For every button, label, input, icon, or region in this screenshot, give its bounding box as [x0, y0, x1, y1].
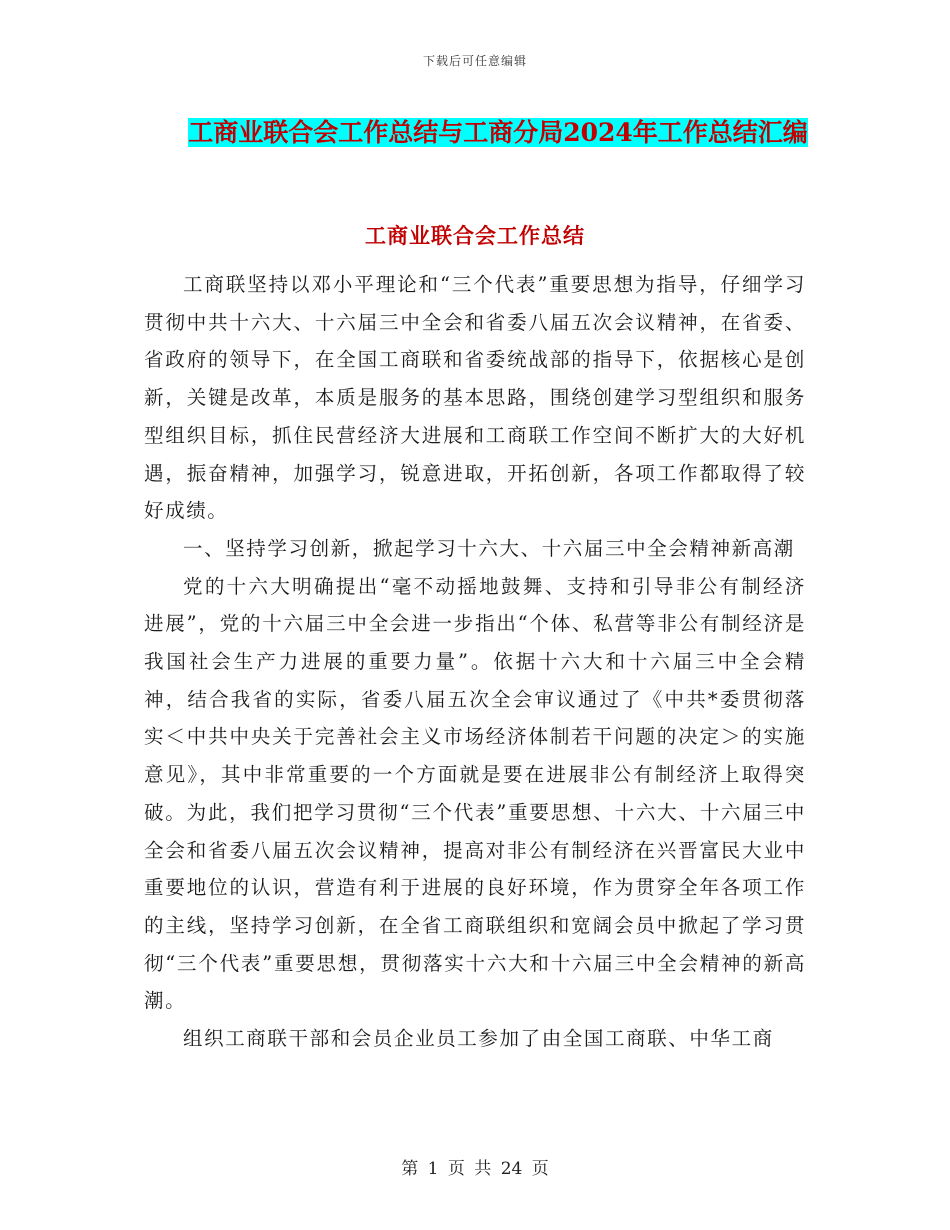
paragraph: 工商联坚持以邓小平理论和“三个代表”重要思想为指导，仔细学习贯彻中共十六大、十六届三中全会和省委八届五次会议精神，在省委、省政府的领导下，在全国工商联和省委统战部的指导下，依据核心是创新，关键是改革，本质是服务的基本思路，围绕创建学习型组织和服务型组织目标，抓住民营经济大进展和工商联工作空间不断扩大的大好机遇，振奋精神，加强学习，锐意进取，开拓创新，各项工作都取得了较好成绩。 [144, 273, 806, 523]
section-title: 工商业联合会工作总结 [365, 223, 585, 248]
document-title-text: 工商业联合会工作总结与工商分局2024年工作总结汇编 [188, 118, 808, 147]
paragraph: 组织工商联干部和会员企业员工参加了由全国工商联、中华工商 [183, 1027, 774, 1051]
paragraph-heading: 一、坚持学习创新，掀起学习十六大、十六届三中全会精神新高潮 [183, 536, 795, 560]
paragraph: 党的十六大明确提出“毫不动摇地鼓舞、支持和引导非公有制经济进展”，党的十六届三中全会进一步指出“个体、私营等非公有制经济是我国社会生产力进展的重要力量”。依据十六大和十六届三中全会精神，结合我省的实际，省委八届五次全会审议通过了《中共*委贯彻落实＜中共中央关于完善社会主义市场经济体制若干问题的决定＞的实施意见》，其中非常重要的一个方面就是要在进展非公有制经济上取得突破。为此，我们把学习贯彻“三个代表”重要思想、十六大、十六届三中全会和省委八届五次会议精神，提高对非公有制经济在兴晋富民大业中重要地位的认识，营造有利于进展的良好环境，作为贯穿全年各项工作的主线，坚持学习创新，在全省工商联组织和宽阔会员中掀起了学习贯彻“三个代表”重要思想，贯彻落实十六大和十六届三中全会精神的新高潮。 [144, 574, 806, 1013]
document-body [144, 266, 806, 1058]
document-title [188, 110, 808, 156]
page-header-note: 下载后可任意编辑 [422, 54, 527, 68]
page-number: 第 1 页 共 24 页 [401, 1159, 549, 1179]
